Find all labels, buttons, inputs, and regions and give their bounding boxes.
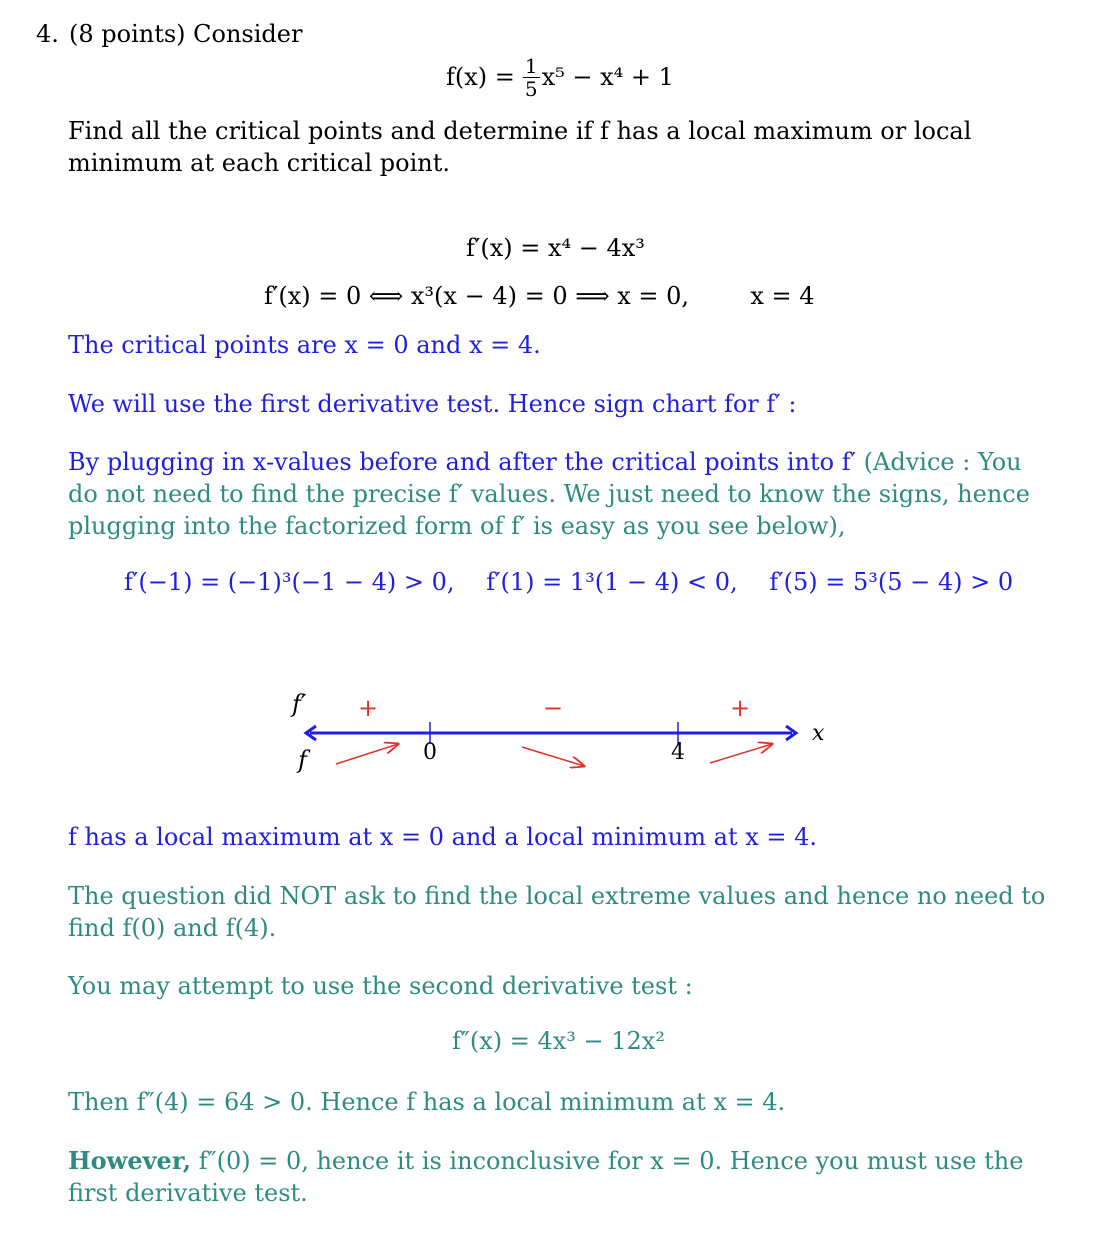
advice-text: (Advice : You do not need to find the precise f′ values. We just need to know the signs, hence plugging into the factorized form of f′ is easy as you see below), [68, 448, 1030, 540]
sign-chart [280, 680, 840, 780]
function-rest: x⁵ − x⁴ + 1 [541, 63, 674, 91]
problem-instruction: Find all the critical points and determine if f has a local maximum or local minimum at each critical point. [68, 117, 972, 177]
zero-equation-second-root: x = 4 [750, 282, 815, 310]
sign-plus-left: + [357, 694, 379, 722]
plugging-text: By plugging in x-values before and after the critical points into f′ [68, 448, 857, 476]
function-definition [446, 48, 674, 106]
number-line [306, 722, 796, 744]
function-lhs: f(x) = [446, 63, 515, 91]
decreasing-arrow-middle [522, 747, 584, 766]
conclusion-result: f has a local maximum at x = 0 and a local minimum at x = 4. [68, 823, 818, 851]
sign-minus-middle: − [542, 694, 564, 722]
evaluation-at-minus-one: f′(−1) = (−1)³(−1 − 4) > 0, [124, 568, 455, 596]
second-test-intro: You may attempt to use the second derivative test : [68, 972, 693, 1000]
second-derivative-equation: f″(x) = 4x³ − 12x² [452, 1027, 665, 1055]
evaluation-at-one: f′(1) = 1³(1 − 4) < 0, [486, 568, 738, 596]
axis-label-x: x [812, 721, 825, 746]
problem-points: (8 points) Consider [69, 20, 303, 48]
however-bold: However, [68, 1146, 192, 1175]
note-paragraph: The question did NOT ask to find the local extreme values and hence no need to find f(0) and f(4). [68, 882, 1046, 942]
however-rest: f″(0) = 0, hence it is inconclusive for x = 0. Hence you must use the first derivative test. [68, 1147, 1024, 1207]
zero-equation [264, 282, 815, 310]
plugging-paragraph [68, 446, 1058, 542]
first-derivative-test-intro: We will use the first derivative test. Hence sign chart for f′ : [68, 390, 797, 418]
fraction [523, 55, 540, 100]
fraction-numerator: 1 [524, 53, 538, 78]
zero-equation-main: f′(x) = 0 ⟺ x³(x − 4) = 0 ⟹ x = 0, [264, 282, 690, 310]
fprime-label: f′ [292, 690, 307, 718]
evaluation-at-five: f′(5) = 5³(5 − 4) > 0 [769, 568, 1014, 596]
increasing-arrow-left [336, 744, 398, 764]
derivative-equation: f′(x) = x⁴ − 4x³ [466, 234, 645, 262]
then-line: Then f″(4) = 64 > 0. Hence f has a local minimum at x = 4. [68, 1088, 786, 1116]
sign-plus-right: + [729, 694, 751, 722]
tick-label-four: 4 [671, 740, 685, 765]
derivative-evaluations [124, 568, 1013, 596]
tick-label-zero: 0 [423, 740, 437, 765]
fraction-denominator: 5 [524, 76, 538, 101]
however-paragraph [68, 1145, 1058, 1209]
increasing-arrow-right [710, 744, 772, 763]
problem-number: 4. [36, 20, 59, 48]
f-label: f [298, 746, 307, 774]
critical-points-statement: The critical points are x = 0 and x = 4. [68, 331, 541, 359]
